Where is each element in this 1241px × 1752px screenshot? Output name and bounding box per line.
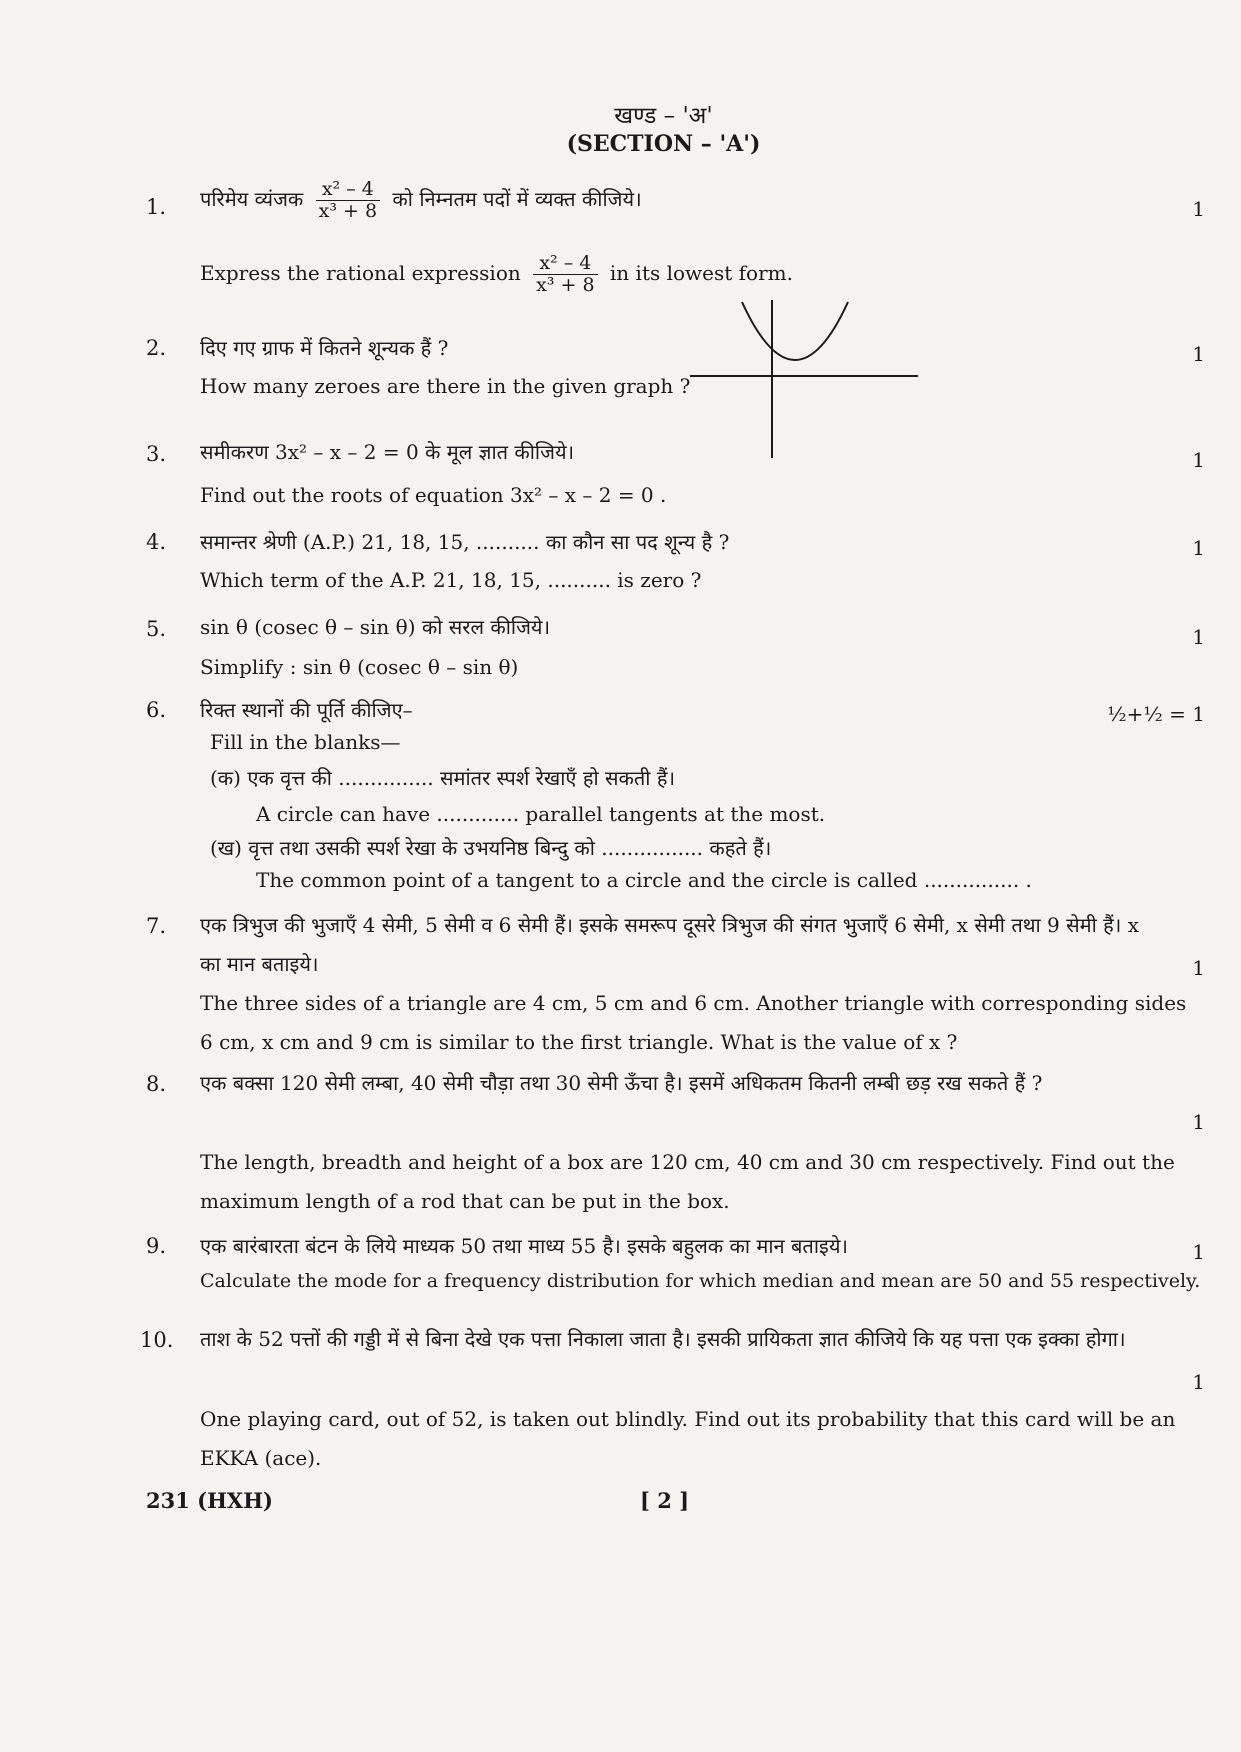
paper-code: 231 (HXH)	[146, 1488, 273, 1513]
question-text-english: Which term of the A.P. 21, 18, 15, .......... is zero ?	[200, 568, 702, 592]
question-text-english: Express the rational expression $\frac{\text{x² – 4}}{\text{x³ + 8}}$ in its lowest form.	[200, 252, 793, 296]
marks: 1	[1192, 342, 1205, 366]
question-text-hindi: sin θ (cosec θ – sin θ) को सरल कीजिये।	[200, 615, 551, 639]
question-text-english: One playing card, out of 52, is taken out blindly. Find out its probability that this card will be an EKKA (ace).	[200, 1407, 1176, 1470]
page-number: [ 2 ]	[640, 1488, 690, 1513]
marks: 1	[1192, 956, 1205, 980]
question-text-hindi: एक त्रिभुज की भुजाएँ 4 सेमी, 5 सेमी व 6 सेमी हैं। इसके समरूप दूसरे त्रिभुज की संगत भुजाएँ 6 सेमी, x सेमी तथा 9 सेमी हैं। x का मान बताइये।	[200, 913, 1139, 976]
question-text-hindi: समान्तर श्रेणी (A.P.) 21, 18, 15, .......... का कौन सा पद शून्य है ?	[200, 530, 730, 554]
question-number: 7.	[146, 914, 167, 938]
question-number: 6.	[146, 698, 167, 722]
question-text-english: Find out the roots of equation 3x² – x – 2 = 0 .	[200, 483, 667, 507]
blank-a-hindi: (क) एक वृत्त की ............... समांतर स्पर्श रेखाएँ हो सकती हैं।	[210, 766, 676, 790]
blank-b-english: The common point of a tangent to a circle and the circle is called ............... .	[256, 868, 1032, 892]
marks: ½+½ = 1	[1107, 702, 1205, 726]
question-text-hindi: परिमेय व्यंजक $\frac{\text{x² – 4}}{\text{x³ + 8}}$ को निम्नतम पदों में व्यक्त कीजिये।	[200, 178, 642, 222]
question-text-hindi: एक बारंबारता बंटन के लिये माध्यक 50 तथा माध्य 55 है। इसके बहुलक का मान बताइये।	[200, 1234, 848, 1258]
question-number: 1.	[146, 195, 167, 219]
question-text-english: The three sides of a triangle are 4 cm, 5 cm and 6 cm. Another triangle with corresponding sides 6 cm, x cm and 9 cm is similar to the first triangle. What is the value of x ?	[200, 991, 1187, 1054]
question-text-hindi: समीकरण 3x² – x – 2 = 0 के मूल ज्ञात कीजिये।	[200, 440, 575, 464]
question-number: 4.	[146, 530, 167, 554]
marks: 1	[1192, 1110, 1205, 1134]
marks: 1	[1192, 625, 1205, 649]
parabola-curve	[742, 302, 848, 360]
question-text-english: Fill in the blanks—	[210, 730, 401, 754]
question-text-hindi: ताश के 52 पत्तों की गड्डी में से बिना देखे एक पत्ता निकाला जाता है। इसकी प्रायिकता ज्ञात कीजिये कि यह पत्ता एक इक्का होगा।	[200, 1327, 1126, 1351]
question-number: 10.	[140, 1328, 174, 1352]
question-number: 3.	[146, 442, 167, 466]
marks: 1	[1192, 536, 1205, 560]
marks: 1	[1192, 197, 1205, 221]
marks: 1	[1192, 1240, 1205, 1264]
blank-a-english: A circle can have ............. parallel tangents at the most.	[256, 802, 826, 826]
question-number: 5.	[146, 617, 167, 641]
question-text-hindi: दिए गए ग्राफ में कितने शून्यक हैं ?	[200, 336, 449, 360]
marks: 1	[1192, 1370, 1205, 1394]
question-text-hindi: रिक्त स्थानों की पूर्ति कीजिए–	[200, 698, 413, 722]
question-text-english: The length, breadth and height of a box are 120 cm, 40 cm and 30 cm respectively. Find out the maximum length of a rod that can be put in the box.	[200, 1150, 1175, 1213]
marks: 1	[1192, 448, 1205, 472]
blank-b-hindi: (ख) वृत्त तथा उसकी स्पर्श रेखा के उभयनिष्ठ बिन्दु को ................ कहते हैं।	[210, 836, 772, 860]
question-number: 9.	[146, 1234, 167, 1258]
parabola-graph	[690, 300, 920, 460]
section-title-english: (SECTION – 'A')	[566, 131, 761, 157]
section-title-hindi: खण्ड – 'अ'	[614, 103, 713, 129]
question-number: 2.	[146, 336, 167, 360]
question-number: 8.	[146, 1072, 167, 1096]
question-text-english: Calculate the mode for a frequency distribution for which median and mean are 50 and 55 respectively.	[200, 1270, 1201, 1292]
question-text-english: How many zeroes are there in the given graph ?	[200, 374, 691, 398]
fraction: $\frac{\text{x² – 4}}{\text{x³ + 8}}$	[316, 179, 380, 222]
fraction: $\frac{\text{x² – 4}}{\text{x³ + 8}}$	[533, 253, 597, 296]
question-text-english: Simplify : sin θ (cosec θ – sin θ)	[200, 655, 519, 679]
question-text-hindi: एक बक्सा 120 सेमी लम्बा, 40 सेमी चौड़ा तथा 30 सेमी ऊँचा है। इसमें अधिकतम कितनी लम्बी छड़ रख सकते हैं ?	[200, 1071, 1043, 1095]
